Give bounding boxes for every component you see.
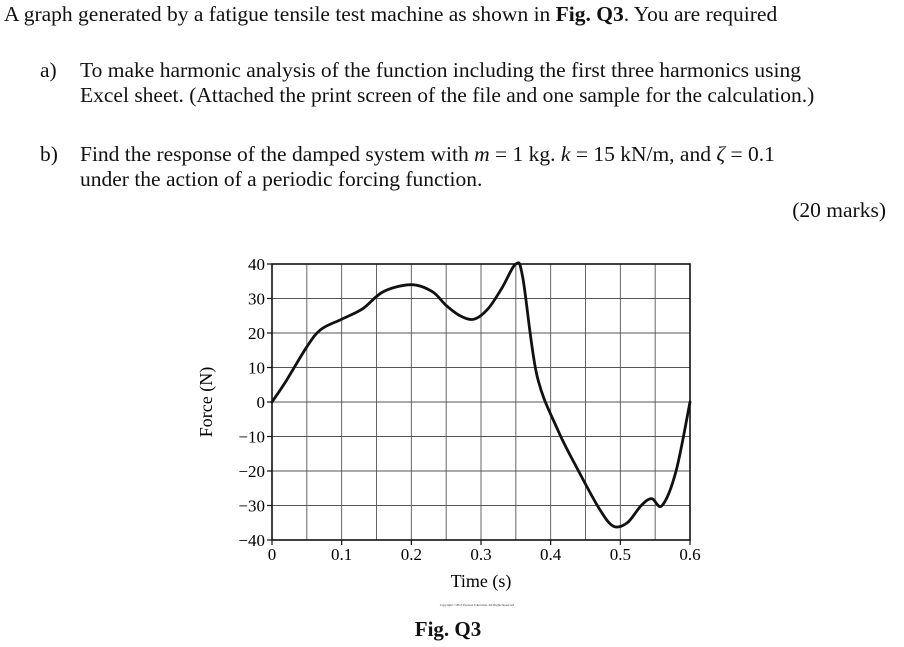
damping-value: = 0.1	[725, 142, 775, 166]
x-tick-label: 0.3	[470, 545, 492, 564]
stiffness-value: = 15 kN/m, and	[570, 142, 717, 166]
mass-symbol: m	[474, 142, 490, 166]
y-tick-label: −10	[238, 427, 265, 447]
intro-figure-ref: Fig. Q3	[555, 2, 624, 26]
x-tick-label: 0.4	[540, 545, 562, 564]
part-b-line-2: under the action of a periodic forcing function.	[80, 167, 483, 191]
x-tick-label: 0	[267, 545, 277, 564]
x-tick-label: 0.6	[679, 545, 701, 564]
x-tick-label: 0.2	[400, 545, 422, 564]
damping-symbol: ζ	[716, 142, 726, 166]
y-tick-label: 0	[256, 393, 265, 412]
part-a-line-2: Excel sheet. (Attached the print screen of the file and one sample for the calculation.)	[80, 83, 815, 107]
x-axis-label: Time (s)	[450, 571, 512, 591]
part-b-text-start: Find the response of the damped system with	[80, 142, 475, 166]
figure-caption: Fig. Q3	[414, 617, 482, 641]
x-tick-label: 0.5	[609, 545, 631, 564]
part-a-label: a)	[40, 58, 57, 82]
grid-layer	[272, 264, 690, 540]
intro-text-end: . You are required	[623, 2, 778, 26]
y-tick-label: −30	[238, 496, 265, 516]
y-tick-label: 10	[248, 358, 265, 378]
y-tick-label: 20	[248, 324, 265, 343]
y-axis-label: Force (N)	[196, 366, 216, 438]
part-a-line-1: To make harmonic analysis of the function including the first three harmonics using	[80, 58, 801, 82]
stiffness-symbol: k	[560, 142, 571, 166]
intro-text: A graph generated by a fatigue tensile test machine as shown in	[4, 2, 556, 26]
y-tick-label: −20	[238, 462, 265, 481]
part-b-label: b)	[40, 142, 58, 166]
marks-label: (20 marks)	[792, 198, 886, 222]
x-tick-label: 0.1	[331, 545, 353, 564]
y-tick-label: 30	[248, 289, 265, 309]
mass-value: = 1 kg.	[489, 142, 561, 166]
y-tick-label: 40	[248, 255, 265, 274]
copyright-note: Copyright ©2017 Pearson Education, All Rights Reserved	[439, 603, 515, 607]
y-tick-label: −40	[238, 531, 265, 550]
